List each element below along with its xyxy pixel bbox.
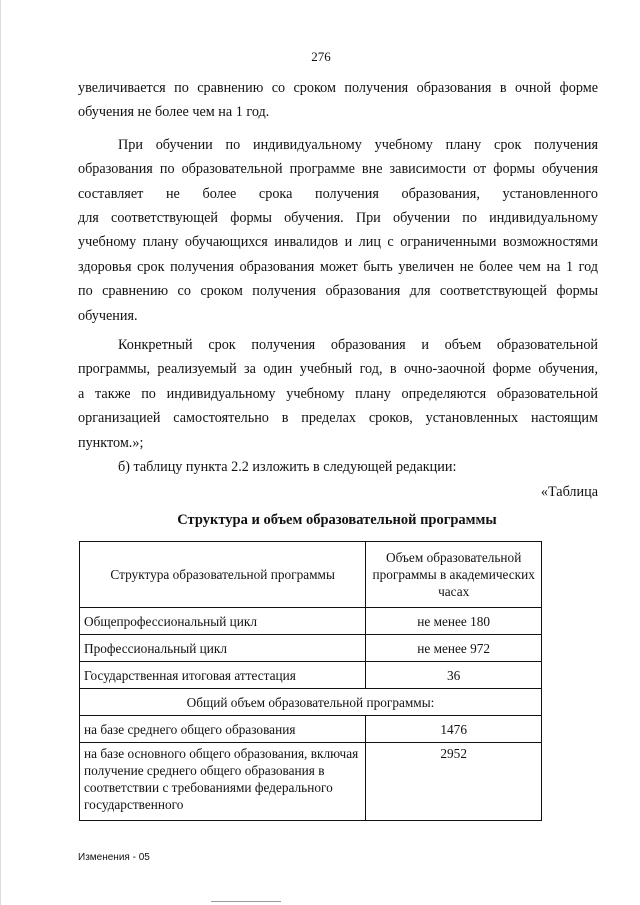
row-name: Профессиональный цикл — [80, 635, 366, 662]
text-line: При обучении по индивидуальному учебному плану срок получения — [118, 136, 598, 153]
table-header-row — [80, 542, 542, 608]
text-line: составляет не более срока получения образования, установленного — [78, 185, 598, 202]
text-line: Конкретный срок получения образования и объем образовательной — [118, 337, 598, 354]
row-name: на базе основного общего образования, включая получение среднего общего образования в соответствии с требованиями федерального государственного — [80, 743, 366, 821]
paragraph-1 — [78, 76, 598, 125]
scan-artifact-line — [211, 901, 281, 902]
text-line: образования по образовательной программе вне зависимости от формы обучения — [78, 161, 598, 178]
row-value: 36 — [366, 662, 542, 689]
row-value: не менее 180 — [366, 608, 542, 635]
paragraph-4 — [78, 455, 598, 479]
row-name: Общепрофессиональный цикл — [80, 608, 366, 635]
text-line: обучения не более чем на 1 год. — [78, 104, 270, 121]
text-line: здоровья срок получения образования может быть увеличен не более чем на 1 год — [78, 258, 598, 275]
text-line: для соответствующей формы обучения. При обучении по индивидуальному — [78, 210, 598, 227]
row-value: 2952 — [366, 743, 542, 821]
footer-revision: Изменения - 05 — [78, 852, 150, 863]
table-label: «Таблица — [540, 483, 598, 500]
text-line: а также по индивидуальному учебному плану определяются образовательной — [78, 385, 598, 402]
table-row — [80, 662, 542, 689]
table-row — [80, 716, 542, 743]
section-header-row — [80, 689, 542, 716]
text-line: обучения. — [78, 307, 138, 324]
page-number: 276 — [311, 49, 331, 64]
text-line: программы, реализуемый за один учебный год, в очно-заочной форме обучения, — [78, 361, 598, 378]
row-value: не менее 972 — [366, 635, 542, 662]
text-line: б) таблицу пункта 2.2 изложить в следующей редакции: — [118, 459, 457, 476]
paragraph-3 — [78, 333, 598, 455]
paragraph-2 — [78, 133, 598, 328]
row-value: 1476 — [366, 716, 542, 743]
header-cell-structure: Структура образовательной программы — [80, 542, 366, 608]
table-row — [80, 635, 542, 662]
row-name: Государственная итоговая аттестация — [80, 662, 366, 689]
body-text — [78, 76, 598, 504]
table-row — [80, 608, 542, 635]
text-line: организацией самостоятельно в пределах сроков, установленных настоящим — [78, 410, 598, 427]
header-cell-volume: Объем образовательной программы в академических часах — [366, 542, 542, 608]
text-line: пунктом.»; — [78, 434, 144, 451]
section-header: Общий объем образовательной программы: — [80, 689, 542, 716]
text-line: увеличивается по сравнению со сроком получения образования в очной форме — [78, 80, 598, 96]
text-line: по сравнению со сроком получения образования для соответствующей формы — [78, 283, 598, 300]
table-row — [80, 743, 542, 821]
row-name: на базе среднего общего образования — [80, 716, 366, 743]
program-structure-table — [79, 541, 542, 821]
table-title: Структура и объем образовательной программы — [177, 512, 497, 528]
text-line: учебному плану обучающихся инвалидов и лиц с ограниченными возможностями — [78, 234, 598, 251]
